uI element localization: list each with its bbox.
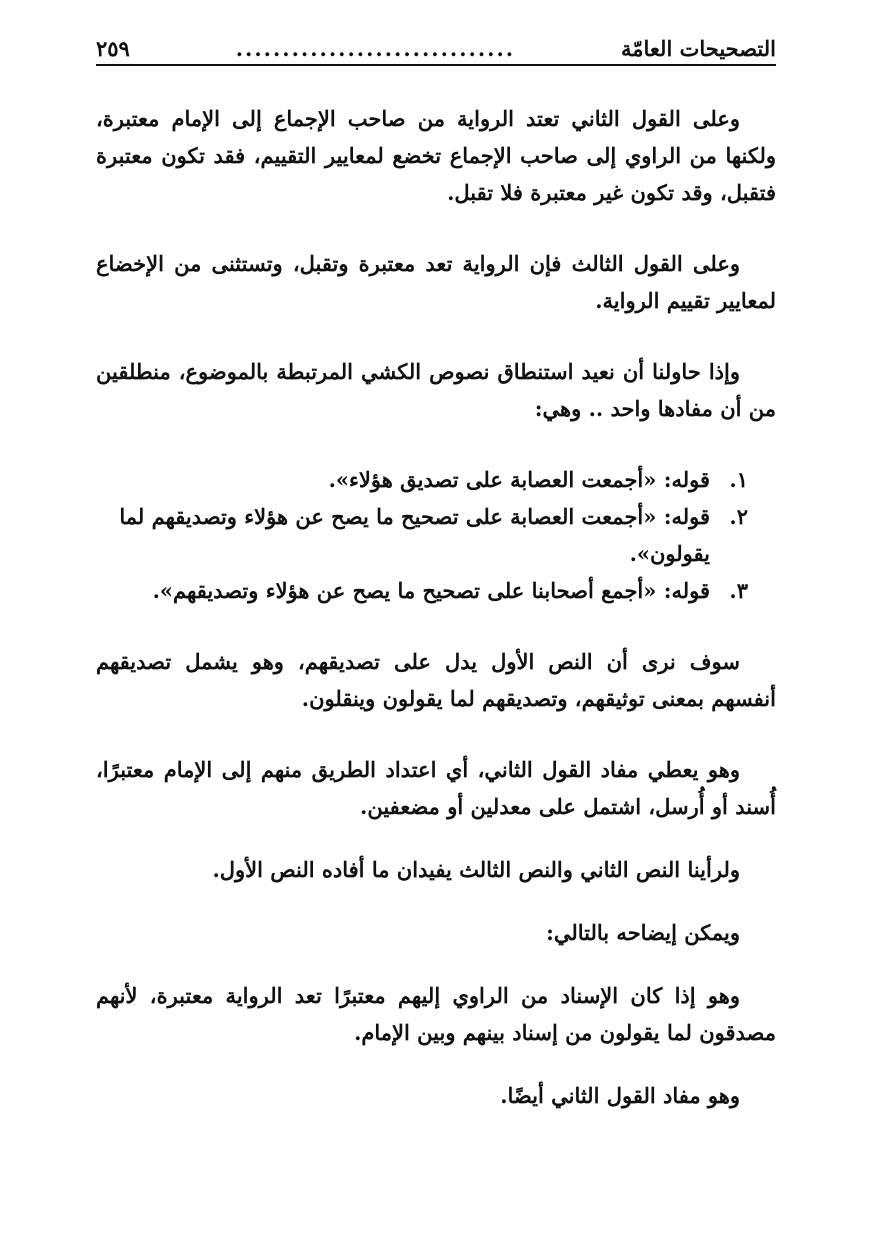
paragraph-2: وعلى القول الثالث فإن الرواية تعد معتبرة وتقبل، وتستثنى من الإخضاع لمعايير تقييم الرواية. [96,251,776,313]
running-header [96,28,776,66]
list-item-number: ٣. [729,578,748,603]
paragraph-3: وإذا حاولنا أن نعيد استنطاق نصوص الكشي المرتبطة بالموضوع، منطلقين من أن مفادها واحد .. وهي: [96,359,776,421]
paragraph-5: وهو يعطي مفاد القول الثاني، أي اعتداد الطريق منهم إلى الإمام معتبرًا، أُسند أو أُرسل، اشتمل على معدلين أو مضعفين. [96,757,776,819]
book-page [96,28,776,1114]
paragraph-1: وعلى القول الثاني تعتد الرواية من صاحب الإجماع إلى الإمام معتبرة، ولكنها من الراوي إلى صاحب الإجماع تخضع لمعايير التقييم، فقد تكون معتبرة فتقبل، وقد تكون غير معتبرة فلا تقبل. [96,106,776,205]
list-item-text: قوله: «أجمعت العصابة على تصديق هؤلاء». [328,467,710,492]
paragraph-7: ويمكن إيضاحه بالتالي: [546,920,740,945]
list-item-number: ٢. [729,504,748,529]
kashshi-quotes-list [96,461,776,609]
page-number: ٢٥٩ [96,36,130,61]
list-item [96,498,748,572]
list-item-text: قوله: «أجمعت العصابة على تصحيح ما يصح عن هؤلاء وتصديقهم لما يقولون». [119,504,710,566]
list-item-text: قوله: «أجمع أصحابنا على تصحيح ما يصح عن هؤلاء وتصديقهم». [152,578,710,603]
page-body [96,100,776,1114]
running-title: التصحيحات العامّة [621,36,776,61]
paragraph-4: سوف نرى أن النص الأول يدل على تصديقهم، وهو يشمل تصديقهم أنفسهم بمعنى توثيقهم، وتصديقهم لما يقولون وينقلون. [96,649,776,711]
list-item-number: ١. [729,467,748,492]
list-item [96,461,748,498]
paragraph-9: وهو مفاد القول الثاني أيضًا. [500,1083,740,1108]
list-item [96,572,748,609]
paragraph-6: ولرأينا النص الثاني والنص الثالث يفيدان ما أفاده النص الأول. [212,857,740,882]
leader-dots: .............................. [235,36,516,61]
paragraph-8: وهو إذا كان الإسناد من الراوي إليهم معتبرًا تعد الرواية معتبرة، لأنهم مصدقون لما يقولون من إسناد بينهم وبين الإمام. [96,983,776,1045]
